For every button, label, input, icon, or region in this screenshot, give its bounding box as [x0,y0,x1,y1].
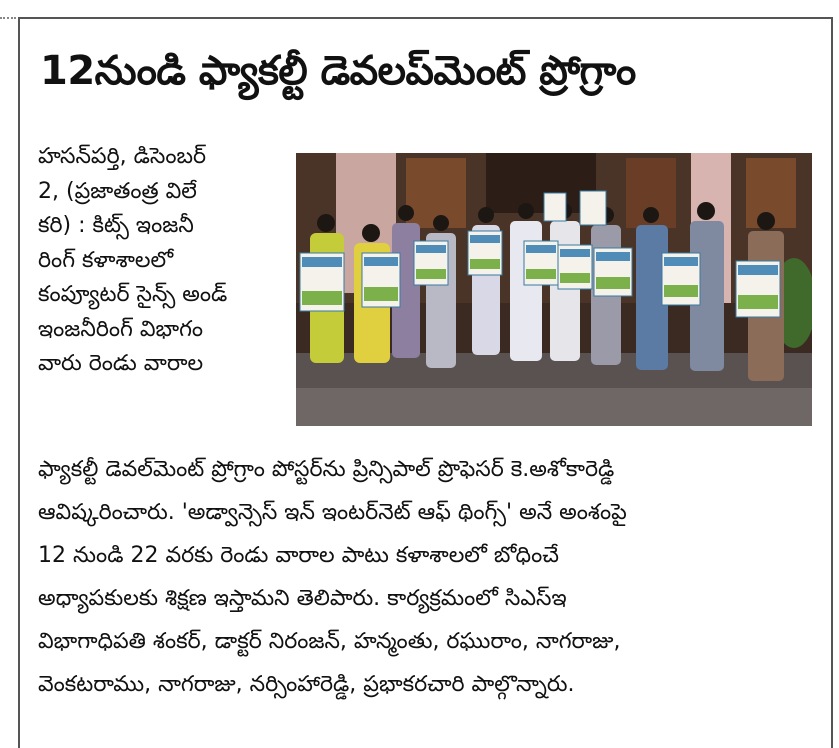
body-line: అధ్యాపకులకు శిక్షణ ఇస్తామని తెలిపారు. కార్యక్రమంలో సిఎస్‌ఇ [38,586,567,611]
body-line: వెంకటరాము, నాగరాజు, నర్సింహారెడ్డి, ప్రభాకరచారి పాల్గొన్నారు. [38,672,575,697]
body-line: ఆవిష్కరించారు. 'అడ్వాన్సెస్ ఇన్ ఇంటర్‌నెట్ ఆఫ్ థింగ్స్' అనే అంశంపై [38,500,627,525]
column-line: రింగ్ కళాశాలలో [38,247,174,273]
column-line: 2, (ప్రజాతంత్ర విలే [38,178,197,204]
group-photo-illustration [296,153,812,426]
top-dotted-rule [0,17,16,19]
narrow-column-text [38,140,283,382]
left-border [18,17,20,748]
full-width-text [38,448,813,706]
headline: 12నుండి ఫ్యాకల్టీ డెవలప్‌మెంట్ ప్రోగ్రాం [40,48,636,94]
news-photo [296,153,812,426]
right-border [831,17,833,748]
body-line: ఫ్యాకల్టీ డెవల్‌మెంట్ ప్రోగ్రాం పోస్టర్‌ను ప్రిన్సిపాల్ ప్రొఫెసర్ కె.అశోకారెడ్డి [38,457,615,482]
body-line: 12 నుండి 22 వరకు రెండు వారాల పాటు కళాశాలలో బోధించే [38,543,559,568]
column-line: ఇంజనీరింగ్ విభాగం [38,316,204,342]
column-line: హసన్‌పర్తి, డిసెంబర్ [38,144,207,169]
column-line: కంప్యూటర్ సైన్స్ అండ్ [38,282,228,307]
body-line: విభాగాధిపతి శంకర్, డాక్టర్ నిరంజన్, హన్మంతు, రఘురాం, నాగరాజు, [38,629,621,654]
column-line: వారు రెండు వారాల [38,351,204,376]
column-line: కరి) : కిట్స్ ఇంజనీ [38,213,194,238]
top-border [18,17,833,19]
